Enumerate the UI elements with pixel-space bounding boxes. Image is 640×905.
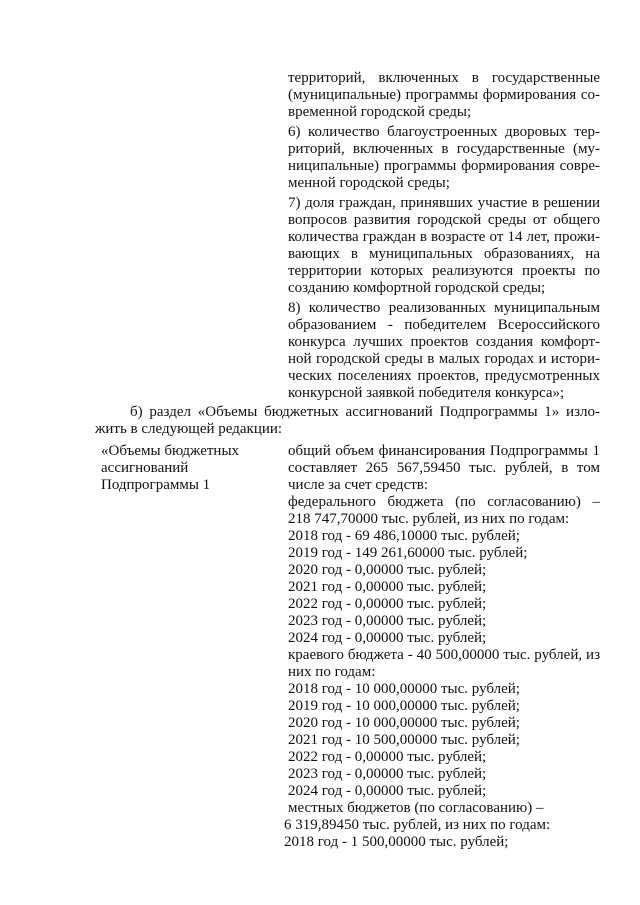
section-b-line: жить в следующей редакции: xyxy=(95,421,283,437)
list-line: конкурса лучших проектов создания комфорт- xyxy=(288,334,600,350)
list-line: конкурсной заявкой победителя конкурса»; xyxy=(288,385,565,401)
financing-line: них по годам: xyxy=(288,664,376,680)
list-line: количества граждан в возрасте от 14 лет, прожи- xyxy=(288,229,600,245)
financing-line: 2024 год - 0,00000 тыс. рублей; xyxy=(288,783,487,799)
list-line: вопросов развития городской среды от общего xyxy=(288,212,600,228)
financing-line: 2018 год - 10 000,00000 тыс. рублей; xyxy=(288,681,520,697)
left-label-line: ассигнований xyxy=(101,460,189,476)
financing-line: 2020 год - 10 000,00000 тыс. рублей; xyxy=(288,715,520,731)
list-line: территорий, включенных в государственные xyxy=(288,70,600,86)
list-line: 8) количество реализованных муниципальным xyxy=(288,300,600,316)
financing-line: 218 747,70000 тыс. рублей, из них по годам: xyxy=(288,511,570,527)
list-line: ной городской среды в малых городах и истори- xyxy=(288,351,600,367)
financing-line: федерального бюджета (по согласованию) – xyxy=(288,494,600,510)
list-line: созданию комфортной городской среды; xyxy=(288,280,546,296)
financing-line: 2023 год - 0,00000 тыс. рублей; xyxy=(288,766,487,782)
financing-line: 2020 год - 0,00000 тыс. рублей; xyxy=(288,562,487,578)
list-line: (муниципальные) программы формирования со- xyxy=(288,87,600,103)
financing-line: 2021 год - 10 500,00000 тыс. рублей; xyxy=(288,732,520,748)
financing-line: составляет 265 567,59450 тыс. рублей, в том xyxy=(288,460,600,476)
section-b-line: б) раздел «Объемы бюджетных ассигнований Подпрограммы 1» изло- xyxy=(130,404,600,420)
financing-line: 2018 год - 69 486,10000 тыс. рублей; xyxy=(288,528,520,544)
financing-line: 2022 год - 0,00000 тыс. рублей; xyxy=(288,596,487,612)
financing-line: 2022 год - 0,00000 тыс. рублей; xyxy=(288,749,487,765)
financing-line: 2018 год - 1 500,00000 тыс. рублей; xyxy=(284,834,509,850)
financing-line: 2023 год - 0,00000 тыс. рублей; xyxy=(288,613,487,629)
list-line: образованием - победителем Всероссийского xyxy=(288,317,600,333)
financing-line: 2019 год - 10 000,00000 тыс. рублей; xyxy=(288,698,520,714)
list-line: 7) доля граждан, принявших участие в решении xyxy=(288,195,600,211)
list-line: риторий, включенных в государственные (му- xyxy=(288,141,600,157)
list-line: менной городской среды; xyxy=(288,175,450,191)
financing-line: 2024 год - 0,00000 тыс. рублей; xyxy=(288,630,487,646)
list-line: территории которых реализуются проекты по xyxy=(288,263,600,279)
left-label-line: Подпрограммы 1 xyxy=(101,477,211,493)
financing-line: 2019 год - 149 261,60000 тыс. рублей; xyxy=(288,545,528,561)
left-label-line: «Объемы бюджетных xyxy=(101,443,240,459)
list-line: 6) количество благоустроенных дворовых тер- xyxy=(288,124,600,140)
list-line: вающих в муниципальных образованиях, на xyxy=(288,246,600,262)
financing-line: 6 319,89450 тыс. рублей, из них по годам: xyxy=(284,817,551,833)
list-line: ниципальные) программы формирования совре- xyxy=(288,158,600,174)
financing-line: 2021 год - 0,00000 тыс. рублей; xyxy=(288,579,487,595)
financing-line: общий объем финансирования Подпрограммы 1 xyxy=(288,443,600,459)
financing-line: местных бюджетов (по согласованию) – xyxy=(288,800,544,816)
list-line: временной городской среды; xyxy=(288,104,472,120)
financing-line: краевого бюджета - 40 500,00000 тыс. рублей, из xyxy=(288,647,600,663)
list-line: ческих поселениях проектов, предусмотренных xyxy=(288,368,600,384)
financing-line: числе за счет средств: xyxy=(288,477,429,493)
